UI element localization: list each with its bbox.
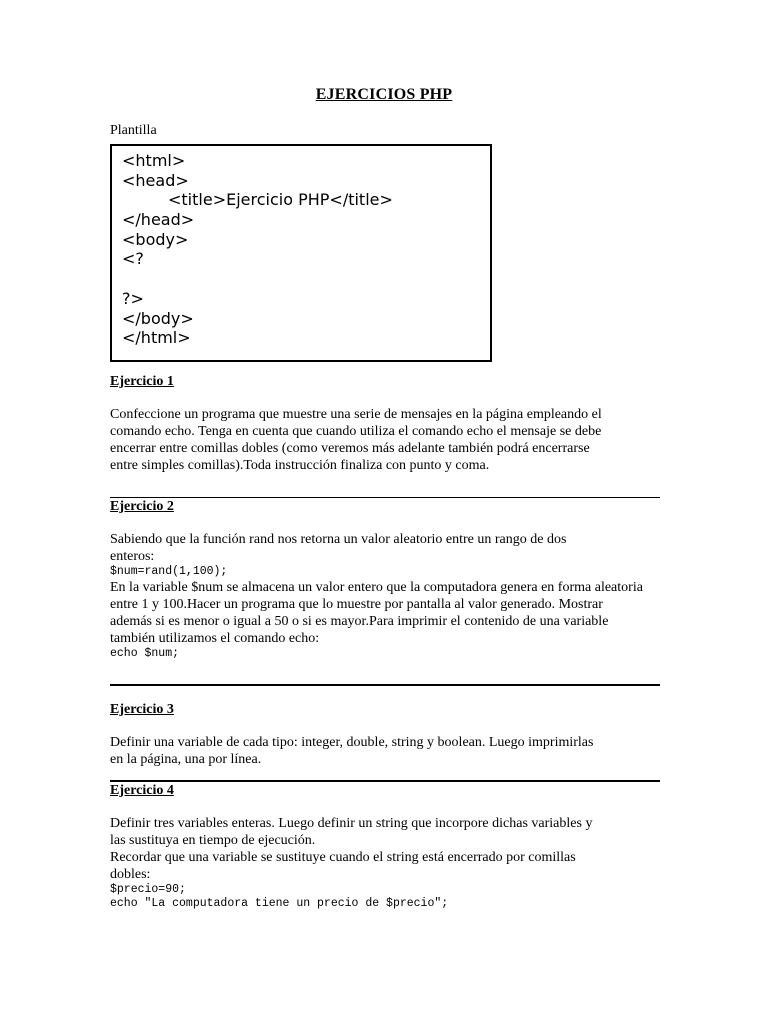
text-line: En la variable $num se almacena un valor entero que la computadora genera en forma aleatoria [110, 580, 643, 595]
text-line: Definir tres variables enteras. Luego definir un string que incorpore dichas variables y [110, 816, 593, 831]
text-line: Definir una variable de cada tipo: integer, double, string y boolean. Luego imprimirlas [110, 735, 594, 750]
exercise-4-text [110, 815, 730, 883]
text-line: enteros: [110, 549, 155, 564]
text-line: comando echo. Tenga en cuenta que cuando utiliza el comando echo el mensaje se debe [110, 424, 602, 439]
text-line: además si es menor o igual a 50 o si es mayor.Para imprimir el contenido de una variable [110, 614, 609, 629]
text-line: las sustituya en tiempo de ejecución. [110, 833, 316, 848]
template-line: <title>Ejercicio PHP</title> [168, 190, 393, 210]
template-line: <html> [122, 151, 186, 170]
exercise-3 [110, 702, 730, 768]
exercise-1 [110, 374, 730, 474]
exercise-2 [110, 499, 730, 661]
exercise-2-text [110, 531, 730, 565]
template-line [122, 269, 490, 289]
template-line: </body> [122, 308, 194, 328]
template-line: </html> [122, 328, 191, 348]
exercise-4-code-precio: $precio=90; [110, 883, 186, 896]
template-line: <head> [122, 170, 189, 190]
page-title: EJERCICIOS PHP [315, 86, 453, 103]
template-line: <? [122, 249, 144, 269]
exercise-4-heading: Ejercicio 4 [110, 783, 174, 798]
text-line: dobles: [110, 867, 151, 882]
exercise-2-heading: Ejercicio 2 [110, 499, 174, 514]
exercise-1-text [110, 406, 730, 474]
template-code-box [110, 144, 492, 362]
exercise-4-code-echo: echo "La computadora tiene un precio de $precio"; [110, 897, 449, 910]
exercise-2-text-b [110, 579, 730, 647]
text-line: Confeccione un programa que muestre una serie de mensajes en la página empleando el [110, 407, 602, 422]
template-line: <body> [122, 229, 189, 249]
exercise-2-code-echo: echo $num; [110, 647, 180, 660]
text-line: en la página, una por línea. [110, 752, 262, 767]
section-divider [110, 780, 660, 782]
text-line: Recordar que una variable se sustituye cuando el string está encerrado por comillas [110, 850, 576, 865]
template-line: </head> [122, 210, 195, 230]
exercise-3-text [110, 734, 730, 768]
text-line: también utilizamos el comando echo: [110, 631, 320, 646]
text-line: entre simples comillas).Toda instrucción finaliza con punto y coma. [110, 458, 490, 473]
template-label: Plantilla [110, 123, 157, 138]
text-line: Sabiendo que la función rand nos retorna un valor aleatorio entre un rango de dos [110, 532, 567, 547]
section-divider [110, 684, 660, 686]
text-line: entre 1 y 100.Hacer un programa que lo muestre por pantalla al valor generado. Mostrar [110, 597, 603, 612]
template-line: ?> [122, 288, 144, 308]
exercise-2-code-rand: $num=rand(1,100); [110, 565, 228, 578]
section-divider [110, 497, 660, 498]
exercise-3-heading: Ejercicio 3 [110, 702, 174, 717]
exercise-4 [110, 783, 730, 911]
text-line: encerrar entre comillas dobles (como veremos más adelante también podrá encerrarse [110, 441, 590, 456]
exercise-1-heading: Ejercicio 1 [110, 374, 174, 389]
